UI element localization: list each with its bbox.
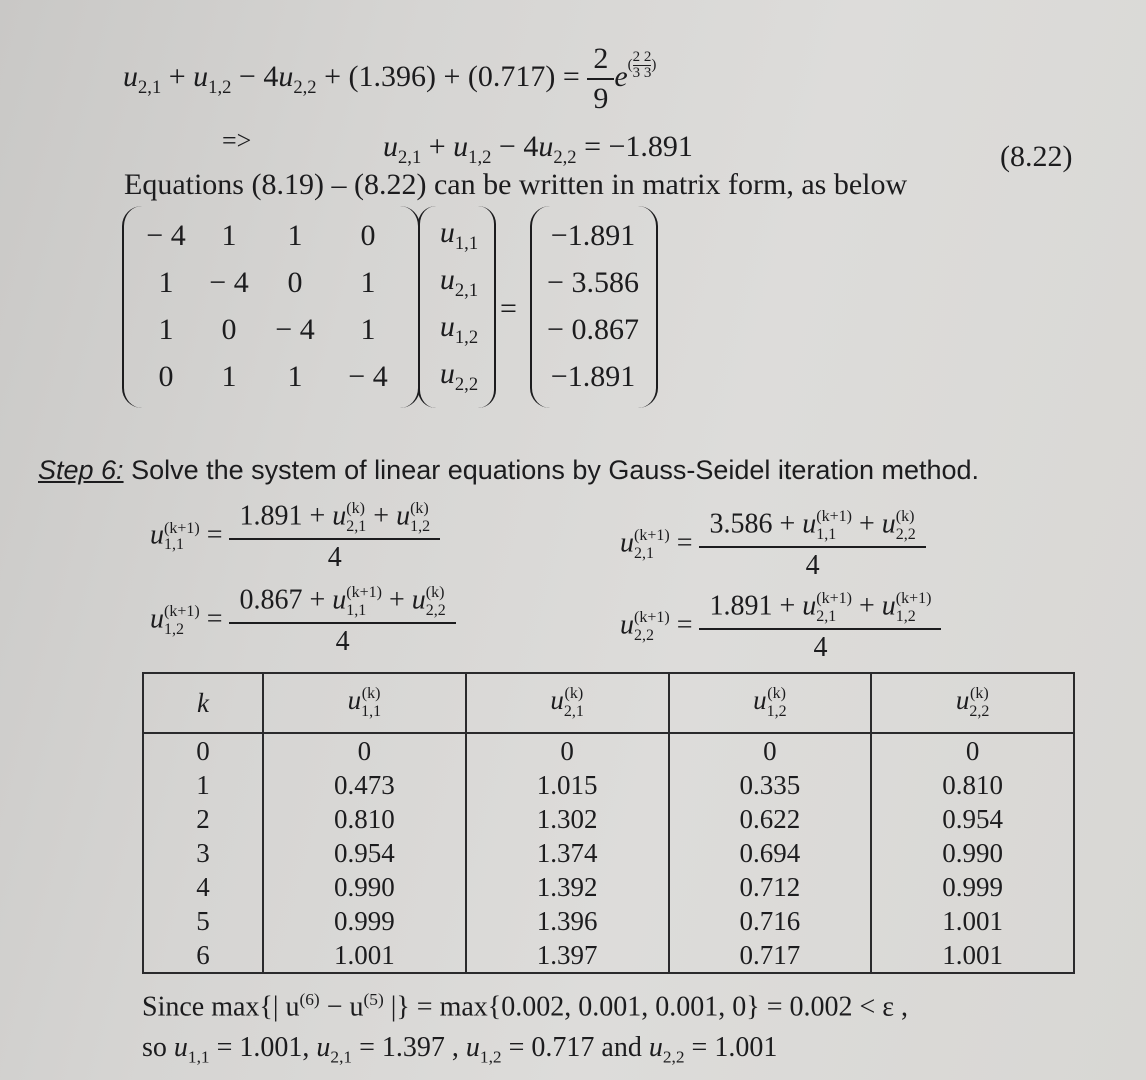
vector-u-entry: $u_{1,1}$ (439, 216, 479, 254)
header-u11: u (k) 1,1 (263, 673, 466, 733)
formula-u22: u (k+1) 2,2 = 1.891 + u (k+1) 2,1 + u (k+1) 1,2 4 (620, 590, 941, 664)
formula-u11: u (k+1) 1,1 = 1.891 + u (k) 2,1 + u (k) 1,2 4 (150, 500, 440, 574)
header-k: k (143, 673, 263, 733)
vector-u-entry: $u_{2,1}$ (439, 263, 479, 301)
vector-u-right-paren (478, 206, 496, 408)
table-row: 3 0.954 1.374 0.694 0.990 (143, 836, 1074, 870)
matrix-row: 0 1 1 − 4 (158, 359, 388, 393)
table-row: 6 1.001 1.397 0.717 1.001 (143, 938, 1074, 973)
table-header-row (143, 673, 1074, 733)
two-ninths-fraction: $\frac{2}{9}$ (587, 42, 614, 116)
formula-u21: u (k+1) 2,1 = 3.586 + u (k+1) 1,1 + u (k) 2,2 4 (620, 508, 926, 582)
equation-arrow: => (222, 126, 252, 155)
header-u21: u (k) 2,1 (466, 673, 669, 733)
table-row: 1 0.473 1.015 0.335 0.810 (143, 768, 1074, 802)
coefficient-matrix (136, 212, 408, 400)
vector-u-entry: $u_{1,2}$ (439, 310, 479, 348)
formula-u12: u (k+1) 1,2 = 0.867 + u (k+1) 1,1 + u (k) 2,2 4 (150, 584, 456, 658)
table-row: 4 0.990 1.392 0.712 0.999 (143, 870, 1074, 904)
equation-line-1: $u_{2,1} + u_{1,2} - 4u_{2,2} + (1.396) + (0.717)$ = $\frac{2}{9}$ e( $\frac{2 2}{3 3}$ ) (123, 42, 657, 115)
step-6-heading: Step 6: Solve the system of linear equations by Gauss-Seidel iteration method. (38, 455, 980, 485)
vector-b-entry: − 0.867 (547, 312, 639, 346)
vector-b-right-paren (638, 206, 658, 408)
table-row: 2 0.810 1.302 0.622 0.954 (143, 802, 1074, 836)
header-u22: u (k) 2,2 (871, 673, 1074, 733)
matrix-a-right-paren (400, 206, 420, 408)
matrix-equals-sign: = (500, 292, 517, 325)
conclusion-line-2: so $u_{1,1} = 1.001$, $u_{2,1} = 1.397$ , $u_{1,2} = 0.717$ and $u_{2,2} = 1.001$ (142, 1032, 778, 1067)
matrix-row: 1 0 − 4 1 (158, 312, 376, 346)
conclusion-line-1: Since max{| $u^{(6)} - u^{(5)}$ |} = max{0.002, 0.001, 0.001, 0} = 0.002 < ε , (142, 990, 909, 1023)
equation-tag: (8.22) (1000, 140, 1073, 173)
vector-u-entry: $u_{2,2}$ (439, 357, 479, 395)
vector-b-entry: −1.891 (550, 359, 636, 393)
matrix-intro-text: Equations (8.19) – (8.22) can be written in matrix form, as below (124, 168, 908, 201)
rhs-vector (538, 212, 648, 400)
gauss-seidel-table (142, 672, 1075, 974)
vector-b-entry: −1.891 (550, 218, 636, 252)
table-row: 0 0 0 0 0 (143, 733, 1074, 768)
equation-line-2: $u_{2,1} + u_{1,2} - 4u_{2,2} = -1.891$ (383, 130, 693, 168)
vector-b-entry: − 3.586 (547, 265, 639, 299)
matrix-row: 1 − 4 0 1 (158, 265, 376, 299)
header-u12: u (k) 1,2 (669, 673, 872, 733)
matrix-row: − 4 1 1 0 (146, 218, 376, 252)
table-row: 5 0.999 1.396 0.716 1.001 (143, 904, 1074, 938)
